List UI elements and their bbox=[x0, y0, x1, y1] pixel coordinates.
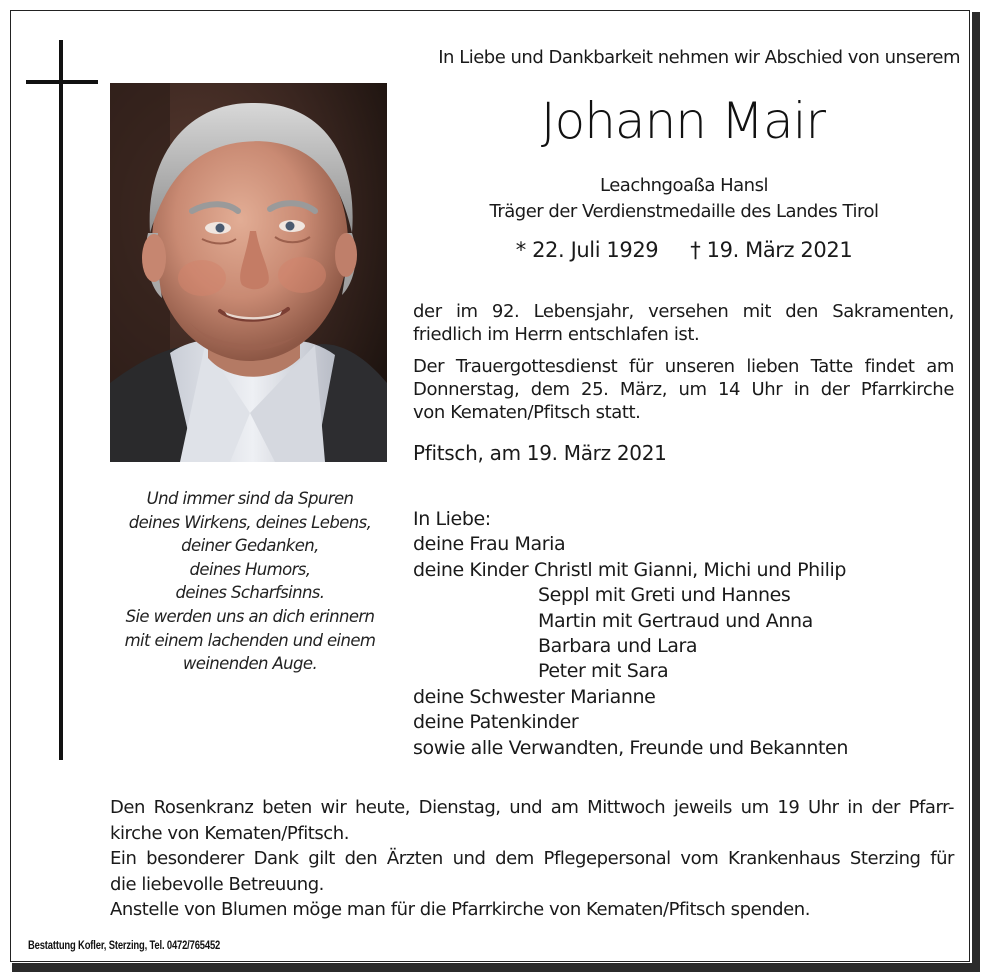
mourner-child-line: Barbara und Lara bbox=[538, 635, 698, 658]
mourners-intro: In Liebe: bbox=[413, 508, 491, 530]
paragraph-line: der im 92. Lebensjahr, versehen mit den Sakramenten, bbox=[413, 301, 954, 322]
poem-line: deiner Gedanken, bbox=[181, 536, 319, 556]
mourner-line: deine Kinder Christl mit Gianni, Michi und Philip bbox=[413, 558, 847, 581]
poem-line: Und immer sind da Spuren bbox=[146, 489, 354, 508]
passing-paragraph bbox=[413, 300, 954, 346]
rosary-line: kirche von Kematen/Pfitsch. bbox=[110, 822, 349, 844]
poem-line: weinenden Auge. bbox=[182, 654, 318, 674]
rosary-line: Den Rosenkranz beten wir heute, Dienstag, und am Mittwoch jeweils um 19 Uhr in der Pfarr- bbox=[110, 797, 954, 818]
paragraph-line: von Kematen/Pfitsch statt. bbox=[413, 402, 641, 423]
poem-line: deines Wirkens, deines Lebens, bbox=[128, 512, 372, 532]
nickname: Leachngoaßa Hansl bbox=[600, 175, 768, 196]
mourner-line: deine Schwester Marianne bbox=[413, 685, 656, 708]
paragraph-line: friedlich im Herrn entschlafen ist. bbox=[413, 324, 700, 345]
life-dates bbox=[408, 238, 960, 262]
death-date: † 19. März 2021 bbox=[690, 238, 853, 262]
place-and-date: Pfitsch, am 19. März 2021 bbox=[413, 441, 667, 465]
intro-line: In Liebe und Dankbarkeit nehmen wir Abschied von unserem bbox=[438, 47, 960, 68]
deceased-name: Johann Mair bbox=[540, 92, 826, 150]
mourner-child-line: Martin mit Gertraud und Anna bbox=[538, 609, 813, 632]
poem-line: Sie werden uns an dich erinnern bbox=[125, 606, 375, 626]
mourner-child-line: Seppl mit Greti und Hannes bbox=[538, 584, 791, 607]
poem-line: deines Humors, bbox=[189, 559, 311, 579]
portrait-photo bbox=[110, 83, 387, 462]
birth-date: * 22. Juli 1929 bbox=[515, 238, 659, 262]
funeral-service-paragraph bbox=[413, 355, 954, 424]
funeral-home-footer: Bestattung Kofler, Sterzing, Tel. 0472/765452 bbox=[28, 940, 221, 952]
frame-shadow-bottom bbox=[12, 963, 980, 972]
paragraph-line: Der Trauergottesdienst für unseren lieben Tatte findet am bbox=[413, 356, 954, 377]
mourner-line: deine Patenkinder bbox=[413, 711, 579, 734]
poem-line: deines Scharfsinns. bbox=[175, 583, 325, 603]
flowers-line: Anstelle von Blumen möge man für die Pfarrkirche von Kematen/Pfitsch spenden. bbox=[110, 899, 810, 920]
mourner-line: sowie alle Verwandten, Freunde und Bekannten bbox=[413, 736, 848, 759]
cross-vertical-bar bbox=[59, 40, 63, 760]
memorial-poem bbox=[100, 487, 400, 676]
award-line: Träger der Verdienstmedaille des Landes Tirol bbox=[489, 201, 879, 222]
poem-line: mit einem lachenden und einem bbox=[124, 630, 376, 650]
notes-block bbox=[110, 795, 954, 923]
mourners-list bbox=[413, 507, 848, 761]
mourner-line: deine Frau Maria bbox=[413, 533, 566, 556]
thanks-line: Ein besonderer Dank gilt den Ärzten und dem Pflegepersonal vom Krankenhaus Sterzing für bbox=[110, 848, 954, 869]
paragraph-line: Donnerstag, dem 25. März, um 14 Uhr in der Pfarrkirche bbox=[413, 379, 954, 400]
mourner-child-line: Peter mit Sara bbox=[538, 660, 669, 683]
thanks-line: die liebevolle Betreuung. bbox=[110, 873, 324, 895]
cross-horizontal-bar bbox=[26, 80, 98, 84]
frame-shadow-right bbox=[972, 12, 980, 968]
